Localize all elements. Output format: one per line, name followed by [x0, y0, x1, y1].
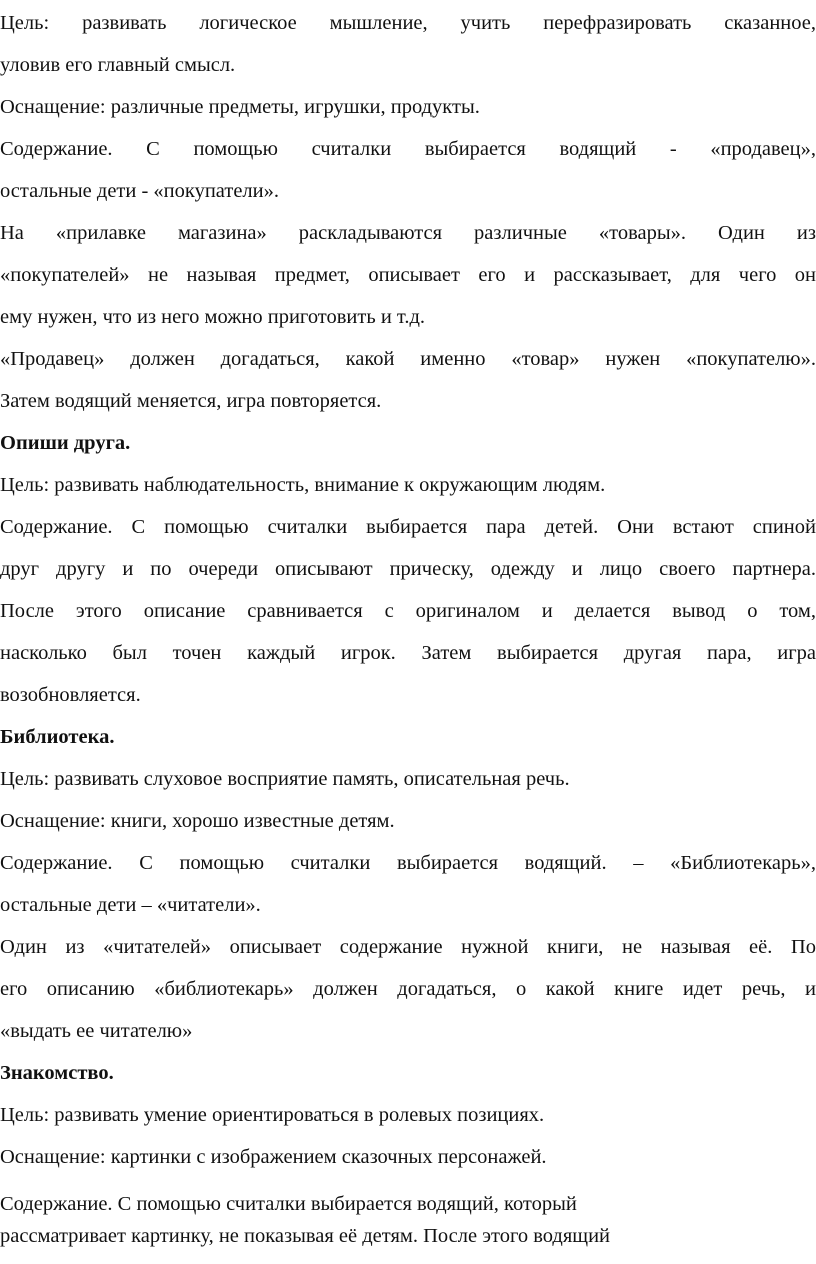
text-line: Содержание. С помощью считалки выбирается пара детей. Они встают спиной	[0, 516, 816, 538]
text-line: Цель: развивать слуховое восприятие память, описательная речь.	[0, 768, 570, 790]
text-line: Оснащение: картинки с изображением сказочных персонажей.	[0, 1146, 547, 1168]
text-line: насколько был точен каждый игрок. Затем выбирается другая пара, игра	[0, 642, 816, 664]
document-body	[0, 2, 816, 1178]
text-line: его описанию «библиотекарь» должен догадаться, о какой книге идет речь, и	[0, 978, 816, 1000]
text-line: Цель: развивать умение ориентироваться в ролевых позициях.	[0, 1104, 545, 1126]
text-line: «покупателей» не называя предмет, описывает его и рассказывает, для чего он	[0, 264, 816, 286]
text-line: уловив его главный смысл.	[0, 54, 236, 76]
text-line: рассматривает картинку, не показывая её детям. После этого водящий	[0, 1225, 611, 1247]
text-line: Цель: развивать наблюдательность, внимание к окружающим людям.	[0, 474, 606, 496]
document-tail	[0, 1188, 816, 1252]
text-line: остальные дети – «читатели».	[0, 894, 261, 916]
text-line: Содержание. С помощью считалки выбирается водящий, который	[0, 1193, 577, 1215]
section-heading: Знакомство.	[0, 1062, 114, 1084]
section-heading: Опиши друга.	[0, 432, 131, 454]
section-heading: Библиотека.	[0, 726, 115, 748]
text-line: Затем водящий меняется, игра повторяется.	[0, 390, 382, 412]
text-line: Оснащение: книги, хорошо известные детям.	[0, 810, 395, 832]
text-line: Содержание. С помощью считалки выбирается водящий - «продавец»,	[0, 138, 816, 160]
text-line: друг другу и по очереди описывают прическу, одежду и лицо своего партнера.	[0, 558, 816, 580]
text-line: После этого описание сравнивается с оригиналом и делается вывод о том,	[0, 600, 816, 622]
text-line: Один из «читателей» описывает содержание нужной книги, не называя её. По	[0, 936, 816, 958]
text-line: возобновляется.	[0, 684, 141, 706]
text-line: «выдать ее читателю»	[0, 1020, 193, 1042]
text-line: Содержание. С помощью считалки выбирается водящий. – «Библиотекарь»,	[0, 852, 816, 874]
text-line: «Продавец» должен догадаться, какой именно «товар» нужен «покупателю».	[0, 348, 816, 370]
text-line: остальные дети - «покупатели».	[0, 180, 279, 202]
text-line: ему нужен, что из него можно приготовить и т.д.	[0, 306, 426, 328]
text-line: Оснащение: различные предметы, игрушки, продукты.	[0, 96, 480, 118]
text-line: Цель: развивать логическое мышление, учить перефразировать сказанное,	[0, 12, 816, 34]
text-line: На «прилавке магазина» раскладываются различные «товары». Один из	[0, 222, 816, 244]
